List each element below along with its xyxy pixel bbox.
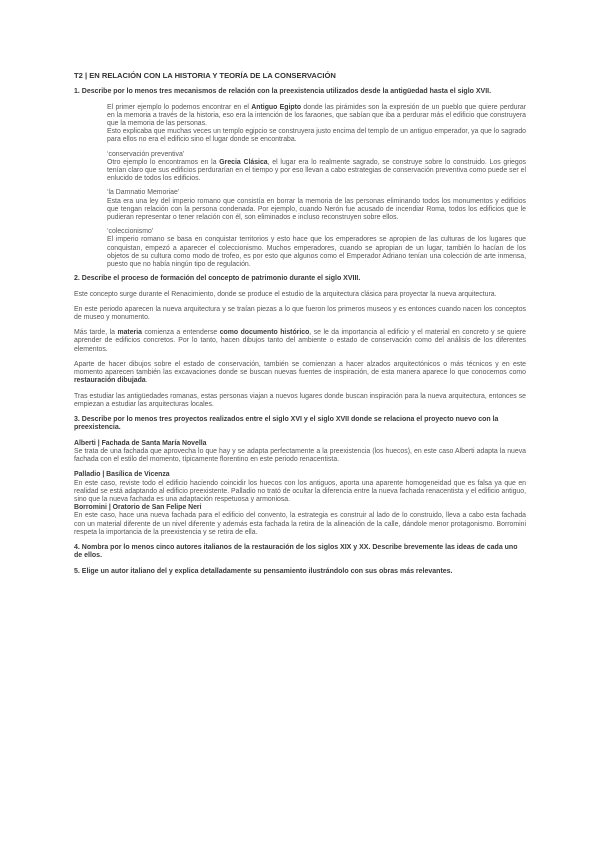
project-borromini-title: Borromini | Oratorio de San Felipe Neri — [74, 504, 202, 512]
text-run: , el lugar era lo realmente sagrado, se construye sobre lo construido. Los griegos tenían claro que sus edificios perdurarían en el tiempo y por eso llevan a cabo estrategias de conservación preventiva como puede ser el enlucido de todos los edificios. — [107, 158, 526, 183]
project-palladio-text: En este caso, reviste todo el edificio haciendo coincidir los huecos con los antiguos, aporta una aparente homogeneidad que es falsa ya que en realidad se está adaptando al edificio preexistente. Palladio no trató de ocultar la diferencia entre la nueva fachada renacentista y el edificio antiguo, sino que la nueva fachada es una adaptación respetuosa y armoniosa. — [74, 479, 527, 503]
label-damnatio-memoriae: ‘la Damnatio Memoriae’ — [107, 189, 180, 197]
highlight-restauracion-dibujada: restauración dibujada — [74, 377, 146, 385]
project-borromini-text: En este caso, hace una nueva fachada para el edificio del convento, la estrategia es construir al lado de lo construido, lleva a cabo esta fachada con un material diferente de un nivel diferente y además esta fachada la retira de la alineación de la calle, dándole menor protagonismo. Borromini respeta la importancia de la preexistencia y se retira de ella. — [74, 512, 526, 536]
text-run: . — [145, 377, 148, 385]
q1-paragraph-egypt — [107, 104, 526, 129]
text-run: , se le da importancia al edificio y el material en concreto y se quiere aprender de edificios concretos. Por lo tanto, hacen dibujos tanto del ambiente o estado de conservación como del análisis de los diferentes elementos. — [74, 329, 526, 353]
question-1: 1. Describe por lo menos tres mecanismos de relación con la preexistencia utilizados desde la antigüedad hasta el siglo XVII. — [74, 88, 492, 96]
highlight-documento-historico: como documento histórico — [219, 329, 310, 337]
text-run: comienza a entenderse — [141, 329, 220, 337]
question-4: 4. Nombra por lo menos cinco autores italianos de la restauración de los siglos XIX y XX. Describe brevemente las ideas de cada uno de ellos. — [74, 543, 518, 560]
q2-paragraph-1: Este concepto surge durante el Renacimiento, donde se produce el estudio de la arquitectura clásica para proyectar la nueva arquitectura. — [74, 290, 497, 298]
question-5: 5. Elige un autor italiano del y explica detalladamente su pensamiento ilustrándolo con sus obras más relevantes. — [74, 567, 453, 575]
question-2: 2. Describe el proceso de formación del concepto de patrimonio durante el siglo XVIII. — [74, 275, 361, 283]
highlight-antiguo-egipto: Antiguo Egipto — [251, 103, 302, 111]
text-run: Otro ejemplo lo encontramos en la — [107, 158, 220, 166]
highlight-materia: materia — [117, 329, 142, 337]
q1-paragraph-greece — [107, 159, 526, 184]
document-title: T2 | EN RELACIÓN CON LA HISTORIA Y TEORÍA DE LA CONSERVACIÓN — [74, 71, 336, 80]
question-3: 3. Describe por lo menos tres proyectos realizados entre el siglo XVI y el siglo XVII donde se relaciona el proyecto nuevo con la preexistencia. — [74, 415, 499, 432]
q2-paragraph-5: Tras estudiar las antigüedades romanas, estas personas viajan a nuevos lugares donde buscan inspiración para la nueva arquitectura, entonces se empiezan a estudiar las arquitecturas locales. — [74, 392, 526, 408]
label-coleccionismo: ‘coleccionismo’ — [107, 228, 154, 236]
project-alberti-text: Se trata de una fachada que aprovecha lo que hay y se adapta perfectamente a la preexistencia (los huecos), en este caso Alberti adapta la nueva fachada con el estilo del momento, típicamente florentino en este periodo renacentista. — [74, 447, 526, 464]
q2-paragraph-2: En este periodo aparecen la nueva arquitectura y se traían piezas a lo que fueron los primeros museos y es entonces cuando nacen los conceptos de museo y monumento. — [74, 305, 526, 322]
text-run: Aparte de hacer dibujos sobre el estado de conservación, también se comienzan a hacer alzados arquitectónicos o más técnicos y en este momento aparecen también las excavaciones donde se buscan nuevas fuentes de inspiración, de esta manera aparece lo que conocemos como — [74, 360, 526, 377]
text-run: Más tarde, la — [74, 329, 118, 337]
text-run: donde las pirámides son la expresión de un pueblo que quiere perdurar en la memoria a través de la historia, eso era la intención de los faraones, que sabían que iba a perdurar más el edificio que construyera que la memoria de las personas. — [107, 103, 526, 128]
q1-paragraph-coleccionismo: El imperio romano se basa en conquistar territorios y esto hace que los emperadores se apropien de las culturas de los lugares que conquistan, empezó a aparecer el coleccionismo. Muchos emperadores, cuando se apropian de un lugar, también lo hacían de los objetos de su cultura como modo de trofeo, es por esto que algunos como el Emperador Adriano tenían una colección de arte inmensa, puesto que no había ningún tipo de regulación. — [107, 236, 526, 269]
q1-paragraph-egypt-2: Esto explicaba que muchas veces un templo egipcio se construyera justo encima del templo de un antiguo emperador, ya que lo sagrado para ellos no era el edificio sino el lugar donde se encontraba. — [107, 128, 526, 144]
label-conservacion-preventiva: ‘conservación preventiva’ — [107, 150, 185, 158]
project-palladio-title: Palladio | Basílica de Vicenza — [74, 471, 170, 479]
answer-1 — [107, 104, 526, 270]
text-run: El primer ejemplo lo podemos encontrar en el — [107, 103, 252, 111]
q2-paragraph-3 — [74, 329, 526, 354]
project-alberti-title: Alberti | Fachada de Santa María Novella — [74, 439, 207, 447]
q2-paragraph-4 — [74, 361, 526, 386]
q1-paragraph-damnatio: Esta era una ley del imperio romano que consistía en borrar la memoria de las personas eliminando todos los monumentos y edificios que tengan relación con la persona condenada. Por ejemplo, cuando Nerón fue acusado de incendiar Roma, todos los edificios que le pudieran representar o tener relación con él, son eliminados e incluso reconstruyen sobre ellos. — [107, 197, 526, 222]
highlight-grecia-clasica: Grecia Clásica — [219, 158, 268, 166]
